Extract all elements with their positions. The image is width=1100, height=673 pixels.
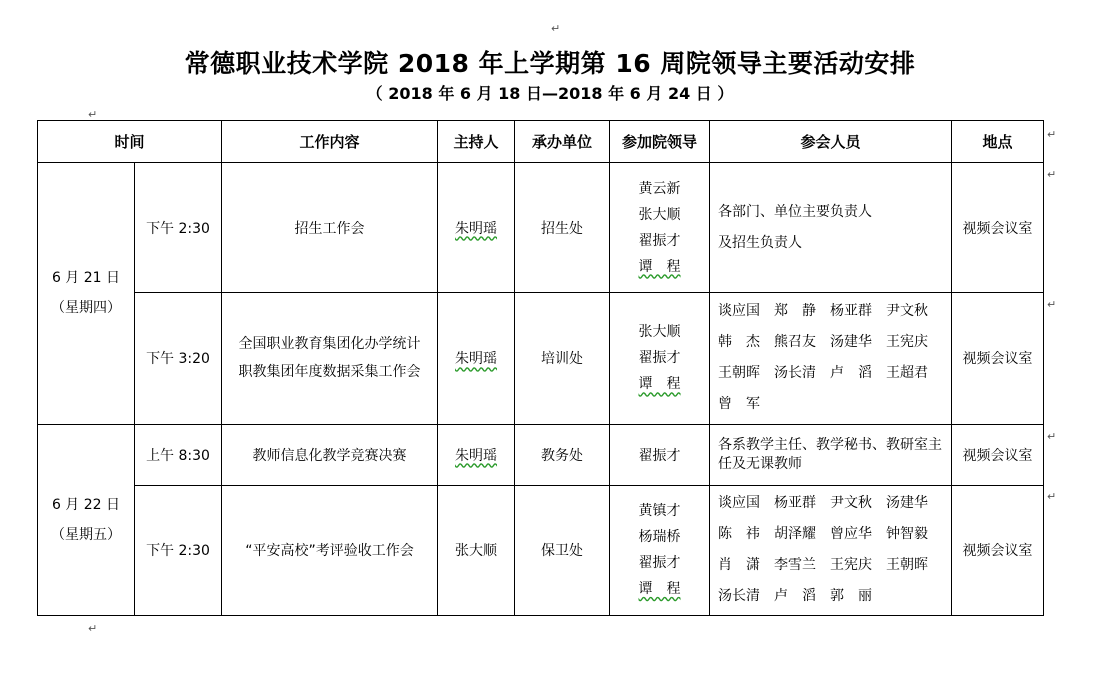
weekday-label: （星期四）: [51, 300, 121, 317]
header-leaders: 参加院领导: [610, 121, 710, 163]
attendee-line: 肖 潇 李雪兰 王宪庆 王朝晖: [718, 557, 929, 574]
table-row: [38, 424, 1044, 485]
leaders-cell: [610, 293, 710, 424]
host-cell: 张大顺: [438, 485, 515, 615]
document-title: 常德职业技术学院 2018 年上学期第 16 周院领导主要活动安排: [184, 49, 916, 78]
attendee-line: 曾 军: [718, 396, 761, 413]
schedule-table: [37, 120, 1044, 616]
leader-name: 杨瑞桥: [638, 529, 681, 546]
leaders-cell: [610, 485, 710, 615]
header-time: 时间: [38, 121, 222, 163]
attendee-line: 王朝晖 汤长清 卢 滔 王超君: [718, 365, 929, 382]
attendee-line: 各部门、单位主要负责人: [718, 203, 873, 220]
attendees-cell: [710, 424, 952, 485]
time-cell: 下午 2:30: [135, 485, 222, 615]
organizer-cell: 培训处: [515, 293, 610, 424]
attendee-line: 及招生负责人: [718, 234, 803, 251]
attendee-line: 谈应国 郑 静 杨亚群 尹文秋: [718, 303, 929, 320]
paragraph-mark: ↵: [1047, 128, 1057, 141]
content-cell: 教师信息化教学竞赛决赛: [222, 424, 438, 485]
attendees-cell: [710, 163, 952, 293]
host-cell: [438, 293, 515, 424]
document-subtitle: （ 2018 年 6 月 18 日—2018 年 6 月 24 日 ）: [366, 84, 734, 103]
leader-name: 翟振才: [638, 350, 681, 367]
leader-name: 黄镇才: [638, 503, 681, 520]
attendee-line: 谈应国 杨亚群 尹文秋 汤建华: [718, 495, 929, 512]
attendee-line: 陈 祎 胡泽耀 曾应华 钟智毅: [718, 526, 929, 543]
leader-name: 谭 程: [638, 376, 681, 393]
leader-name: 张大顺: [638, 206, 681, 223]
leaders-cell: 翟振才: [610, 424, 710, 485]
date-label: 6 月 22 日: [51, 496, 121, 513]
attendees-cell: [710, 485, 952, 615]
leaders-cell: [610, 163, 710, 293]
content-line: 全国职业教育集团化办学统计: [238, 336, 421, 353]
location-cell: 视频会议室: [952, 163, 1044, 293]
paragraph-mark: ↵: [551, 22, 561, 35]
host-cell: [438, 424, 515, 485]
host-name: 朱明瑶: [455, 351, 498, 368]
leader-name: 翟振才: [638, 232, 681, 249]
attendee-line: 任及无课教师: [718, 455, 803, 472]
table-row: [38, 293, 1044, 424]
header-organizer: 承办单位: [515, 121, 610, 163]
host-cell: [438, 163, 515, 293]
location-cell: 视频会议室: [952, 424, 1044, 485]
content-cell: “平安高校”考评验收工作会: [222, 485, 438, 615]
leader-name: 张大顺: [638, 324, 681, 341]
paragraph-mark: ↵: [88, 622, 98, 635]
header-location: 地点: [952, 121, 1044, 163]
leader-name: 黄云新: [638, 180, 681, 197]
header-host: 主持人: [438, 121, 515, 163]
header-row: [38, 121, 1044, 163]
leader-name: 谭 程: [638, 258, 681, 275]
weekday-label: （星期五）: [51, 526, 121, 543]
paragraph-mark: ↵: [1047, 490, 1057, 503]
date-cell: [38, 163, 135, 425]
leader-name: 谭 程: [638, 581, 681, 598]
paragraph-mark: ↵: [88, 108, 98, 121]
time-cell: 上午 8:30: [135, 424, 222, 485]
paragraph-mark: ↵: [1047, 298, 1057, 311]
header-content: 工作内容: [222, 121, 438, 163]
header-attendees: 参会人员: [710, 121, 952, 163]
paragraph-mark: ↵: [1047, 430, 1057, 443]
content-cell: [222, 293, 438, 424]
host-name: 朱明瑶: [455, 220, 498, 237]
content-cell: 招生工作会: [222, 163, 438, 293]
paragraph-mark: ↵: [1047, 168, 1057, 181]
table-row: [38, 485, 1044, 615]
date-label: 6 月 21 日: [51, 270, 121, 287]
location-cell: 视频会议室: [952, 293, 1044, 424]
attendee-line: 各系教学主任、教学秘书、教研室主: [718, 436, 943, 453]
organizer-cell: 教务处: [515, 424, 610, 485]
organizer-cell: 保卫处: [515, 485, 610, 615]
attendee-line: 汤长清 卢 滔 郭 丽: [718, 588, 873, 605]
table-row: [38, 163, 1044, 293]
time-cell: 下午 2:30: [135, 163, 222, 293]
date-cell: [38, 424, 135, 615]
time-cell: 下午 3:20: [135, 293, 222, 424]
content-line: 职教集团年度数据采集工作会: [238, 364, 421, 381]
location-cell: 视频会议室: [952, 485, 1044, 615]
organizer-cell: 招生处: [515, 163, 610, 293]
attendees-cell: [710, 293, 952, 424]
attendee-line: 韩 杰 熊召友 汤建华 王宪庆: [718, 334, 929, 351]
host-name: 朱明瑶: [455, 447, 498, 464]
leader-name: 翟振才: [638, 555, 681, 572]
